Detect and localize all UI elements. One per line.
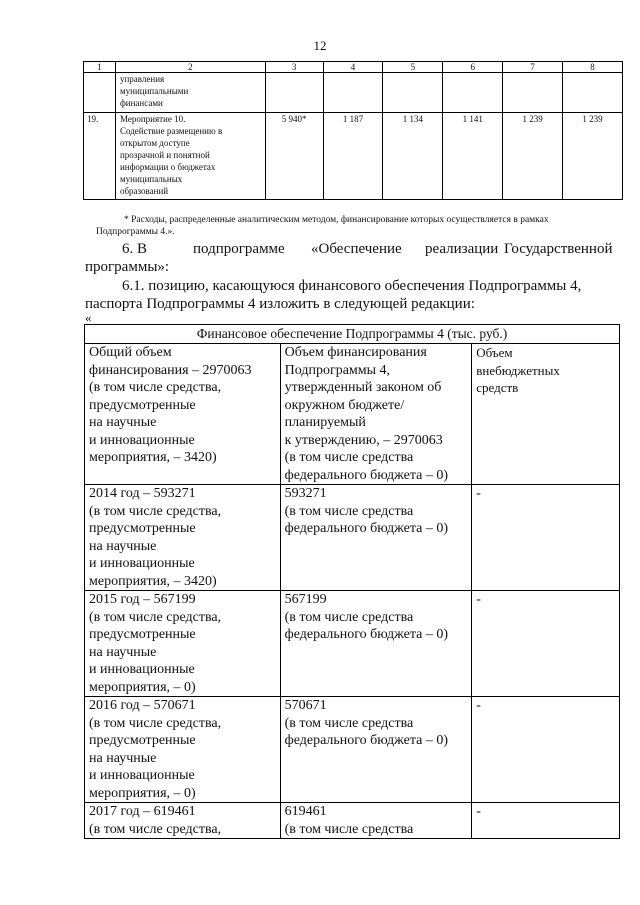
column-header: 3	[265, 62, 323, 73]
text-line: Подпрограммы 4,	[284, 362, 391, 378]
word: 6. В	[122, 241, 148, 257]
text-line: мероприятия, – 3420)	[89, 573, 217, 589]
text-line: на научные	[89, 750, 157, 766]
header-total	[85, 344, 281, 485]
table-header-row	[85, 344, 620, 485]
year-subprogram-cell	[280, 697, 472, 803]
footnote-line: Подпрограммы 4.».	[96, 227, 175, 237]
year-subprogram-cell	[280, 591, 472, 697]
text-line: муниципальными	[119, 86, 189, 96]
text-line: на научные	[89, 538, 157, 554]
activity-name	[115, 113, 265, 200]
table-row	[85, 485, 620, 591]
text-line: и инновационные	[89, 768, 195, 783]
financing-table	[84, 324, 620, 839]
text-line: информации о бюджетах	[119, 162, 216, 172]
text-line: федерального бюджета – 0)	[284, 627, 449, 642]
footnote-line: * Расходы, распределенные аналитическим методом, финансирование которых осуществляется в рамках	[124, 215, 549, 225]
text-line: окружном бюджете/	[284, 397, 405, 413]
text-line: (в том числе средства,	[89, 821, 222, 837]
row-number: 19.	[84, 113, 116, 200]
value-cell: 5 940*	[265, 113, 323, 200]
text-line: 570671	[284, 698, 327, 713]
text-line: предусмотренные	[89, 397, 196, 413]
column-header: 4	[323, 62, 383, 73]
year-total-cell	[85, 591, 281, 697]
table-row	[85, 591, 620, 697]
header-subprogram	[280, 344, 472, 485]
text-line: к утверждению, – 2970063	[284, 432, 443, 448]
text-line: Объем	[476, 345, 513, 360]
value-cell: 1 134	[383, 113, 443, 200]
column-header: 1	[84, 62, 116, 73]
row-number	[84, 73, 116, 113]
column-header: 2	[115, 62, 265, 73]
table-title-row	[85, 325, 620, 344]
text-line: (в том числе средства	[284, 609, 414, 625]
text-line: и инновационные	[89, 662, 195, 677]
page-number: 12	[313, 38, 327, 53]
year-total-cell	[85, 697, 281, 803]
text-line: на научные	[89, 644, 157, 660]
year-subprogram-cell	[280, 485, 472, 591]
text-line: финансами	[119, 98, 163, 108]
table-row	[85, 803, 620, 839]
word: подпрограмме	[193, 241, 285, 257]
text-line: мероприятия, – 3420)	[89, 450, 217, 465]
table-row	[84, 113, 623, 200]
text-line: утвержденный законом об	[284, 380, 442, 395]
text-line: (в том числе средства,	[89, 609, 222, 625]
year-extrabudgetary-cell: -	[472, 697, 620, 803]
text-line: паспорта Подпрограммы 4 изложить в следующей редакции:	[85, 296, 475, 312]
text-line: образований	[119, 186, 169, 196]
value-cell	[563, 73, 623, 113]
column-header: 5	[383, 62, 443, 73]
text-line: 2015 год – 567199	[89, 592, 196, 607]
text-line: 6.1. позицию, касающуюся финансового обеспечения Подпрограммы 4,	[122, 278, 582, 294]
text-line: средств	[476, 380, 519, 395]
section-6-1	[85, 277, 615, 313]
text-line: (в том числе средства,	[89, 503, 222, 519]
text-line: Объем финансирования	[284, 345, 427, 360]
text-line: и инновационные	[89, 556, 195, 571]
text-line: мероприятия, – 0)	[89, 679, 196, 695]
column-header: 6	[443, 62, 503, 73]
word: реализации	[425, 241, 499, 257]
table-title: Финансовое обеспечение Подпрограммы 4 (тыс. руб.)	[85, 325, 620, 344]
value-cell: 1 239	[563, 113, 623, 200]
text-line: (в том числе средства	[284, 450, 414, 465]
activity-name	[115, 73, 265, 113]
section-6-line2: программы»:	[85, 259, 170, 275]
text-line: внебюджетных	[476, 362, 560, 378]
text-line: и инновационные	[89, 432, 195, 448]
text-line: 619461	[284, 804, 327, 819]
text-line: федерального бюджета – 0)	[284, 467, 449, 483]
table-row	[84, 73, 623, 113]
text-line: (в том числе средства	[284, 715, 414, 731]
text-line: планируемый	[284, 415, 366, 430]
year-extrabudgetary-cell: -	[472, 591, 620, 697]
text-line: (в том числе средства	[284, 821, 414, 837]
value-cell: 1 187	[323, 113, 383, 200]
header-extrabudgetary	[472, 344, 620, 485]
text-line: финансирования – 2970063	[89, 362, 252, 378]
text-line: Мероприятие 10.	[119, 114, 186, 124]
year-extrabudgetary-cell: -	[472, 485, 620, 591]
text-line: муниципальных	[119, 174, 183, 184]
value-cell	[383, 73, 443, 113]
text-line: 2014 год – 593271	[89, 486, 196, 501]
word: «Обеспечение	[311, 241, 402, 257]
opening-quote: «	[85, 310, 92, 325]
value-cell: 1 141	[443, 113, 503, 200]
text-line: 593271	[284, 486, 327, 501]
text-line: (в том числе средства	[284, 503, 414, 519]
text-line: (в том числе средства,	[89, 380, 222, 395]
value-cell	[443, 73, 503, 113]
text-line: предусмотренные	[89, 521, 196, 536]
text-line: мероприятия, – 0)	[89, 785, 196, 801]
table-row	[85, 697, 620, 803]
text-line: Содействие размещению в	[119, 126, 223, 136]
year-extrabudgetary-cell: -	[472, 803, 620, 839]
text-line: 567199	[284, 592, 327, 607]
activities-table	[83, 61, 623, 200]
year-subprogram-cell	[280, 803, 472, 839]
text-line: на научные	[89, 415, 157, 430]
value-cell: 1 239	[503, 113, 563, 200]
word: Государственной	[504, 241, 613, 257]
text-line: 2017 год – 619461	[89, 804, 196, 819]
year-total-cell	[85, 803, 281, 839]
text-line: федерального бюджета – 0)	[284, 733, 449, 748]
table-header-row	[84, 62, 623, 73]
value-cell	[323, 73, 383, 113]
value-cell	[265, 73, 323, 113]
text-line: прозрачной и понятной	[119, 150, 210, 160]
text-line: предусмотренные	[89, 627, 196, 642]
text-line: открытом доступе	[119, 138, 190, 148]
column-header: 7	[503, 62, 563, 73]
column-header: 8	[563, 62, 623, 73]
text-line: (в том числе средства,	[89, 715, 222, 731]
year-total-cell	[85, 485, 281, 591]
text-line: Общий объем	[89, 345, 172, 360]
text-line: управления	[119, 74, 165, 84]
text-line: 2016 год – 570671	[89, 698, 196, 713]
value-cell	[503, 73, 563, 113]
text-line: федерального бюджета – 0)	[284, 521, 449, 536]
text-line: предусмотренные	[89, 733, 196, 748]
